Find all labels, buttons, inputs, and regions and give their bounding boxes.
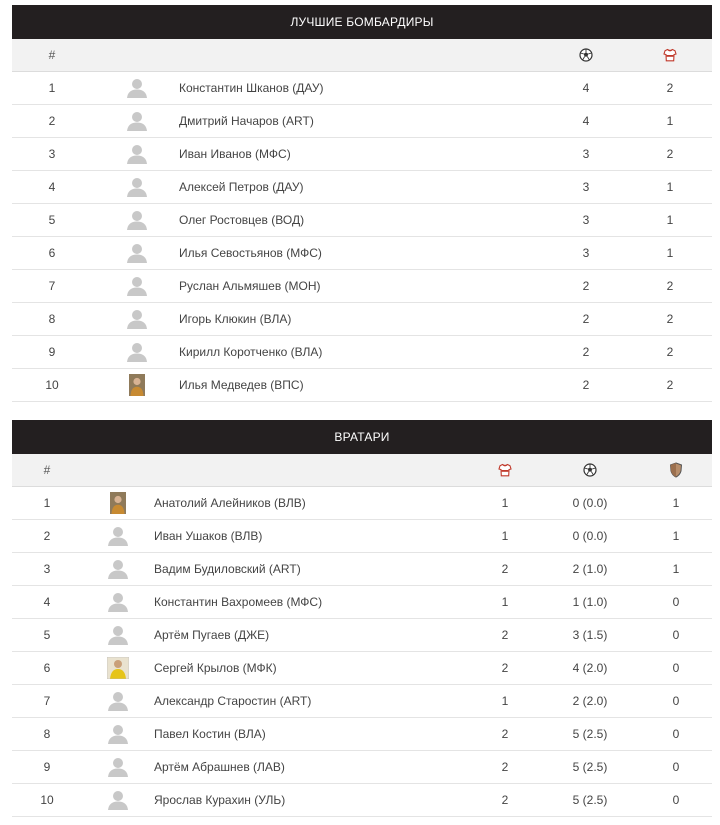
top-scorers-body — [12, 72, 712, 402]
rank-cell: 1 — [48, 81, 56, 95]
conceded-cell: 0 (0.0) — [572, 496, 608, 510]
rank-cell: 2 — [48, 114, 56, 128]
goalkeeper-row — [12, 685, 712, 718]
clean-sheets-cell: 1 — [672, 496, 680, 510]
goalkeeper-row — [12, 553, 712, 586]
player-name: Иван Ушаков (ВЛВ) — [154, 529, 263, 543]
rank-cell: 4 — [43, 595, 51, 609]
player-avatar — [107, 751, 129, 783]
games-cell: 2 — [666, 345, 674, 359]
rank-cell: 6 — [43, 661, 51, 675]
games-cell: 2 — [666, 279, 674, 293]
player-avatar — [107, 520, 129, 552]
rank-cell: 10 — [40, 793, 54, 807]
goals-cell: 3 — [582, 213, 590, 227]
goals-cell: 4 — [582, 114, 590, 128]
player-avatar — [126, 105, 148, 137]
goalkeepers-table — [12, 420, 712, 817]
player-name: Константин Вахромеев (МФС) — [154, 595, 323, 609]
player-avatar — [107, 586, 129, 618]
goals-cell: 3 — [582, 180, 590, 194]
conceded-cell: 1 (1.0) — [572, 595, 608, 609]
games-cell: 1 — [501, 694, 509, 708]
conceded-cell: 5 (2.5) — [572, 760, 608, 774]
rank-cell: 3 — [48, 147, 56, 161]
player-name: Илья Севостьянов (МФС) — [179, 246, 322, 260]
player-avatar — [107, 685, 129, 717]
goalkeepers-title: ВРАТАРИ — [12, 420, 712, 454]
rank-cell: 5 — [43, 628, 51, 642]
conceded-cell: 4 (2.0) — [572, 661, 608, 675]
player-name: Александр Старостин (ART) — [154, 694, 312, 708]
games-cell: 2 — [666, 378, 674, 392]
goals-cell: 3 — [582, 246, 590, 260]
player-avatar — [126, 72, 148, 104]
conceded-cell: 2 (2.0) — [572, 694, 608, 708]
player-name: Константин Шканов (ДАУ) — [179, 81, 324, 95]
player-avatar — [126, 138, 148, 170]
rank-cell: 6 — [48, 246, 56, 260]
shield-icon — [664, 454, 688, 486]
player-name: Дмитрий Начаров (ART) — [179, 114, 314, 128]
player-avatar — [107, 718, 129, 750]
player-name: Илья Медведев (ВПС) — [179, 378, 304, 392]
clean-sheets-cell: 0 — [672, 760, 680, 774]
rank-column-header: # — [43, 463, 51, 477]
player-name: Артём Абрашнев (ЛАВ) — [154, 760, 285, 774]
rank-cell: 9 — [43, 760, 51, 774]
clean-sheets-cell: 1 — [672, 562, 680, 576]
rank-cell: 1 — [43, 496, 51, 510]
football-ball-icon — [578, 454, 602, 486]
clean-sheets-cell: 1 — [672, 529, 680, 543]
goals-cell: 4 — [582, 81, 590, 95]
goalkeeper-row — [12, 718, 712, 751]
clean-sheets-cell: 0 — [672, 595, 680, 609]
clean-sheets-cell: 0 — [672, 661, 680, 675]
games-cell: 2 — [501, 793, 509, 807]
player-avatar — [126, 237, 148, 269]
goalkeeper-row — [12, 586, 712, 619]
clean-sheets-cell: 0 — [672, 727, 680, 741]
rank-cell: 2 — [43, 529, 51, 543]
top-scorers-header — [12, 39, 712, 72]
clean-sheets-cell: 0 — [672, 694, 680, 708]
player-name: Кирилл Коротченко (ВЛА) — [179, 345, 323, 359]
scorer-row — [12, 369, 712, 402]
goals-cell: 2 — [582, 345, 590, 359]
conceded-cell: 2 (1.0) — [572, 562, 608, 576]
top-scorers-title: ЛУЧШИЕ БОМБАРДИРЫ — [12, 5, 712, 39]
clean-sheets-cell: 0 — [672, 793, 680, 807]
player-name: Алексей Петров (ДАУ) — [179, 180, 304, 194]
rank-cell: 9 — [48, 345, 56, 359]
player-avatar — [126, 171, 148, 203]
games-cell: 1 — [666, 213, 674, 227]
player-name: Вадим Будиловский (ART) — [154, 562, 301, 576]
scorer-row — [12, 72, 712, 105]
conceded-cell: 5 (2.5) — [572, 793, 608, 807]
player-avatar — [107, 619, 129, 651]
rank-column-header: # — [48, 48, 56, 62]
player-name: Анатолий Алейников (ВЛВ) — [154, 496, 306, 510]
player-name: Артём Пугаев (ДЖЕ) — [154, 628, 270, 642]
rank-cell: 8 — [43, 727, 51, 741]
rank-cell: 7 — [48, 279, 56, 293]
scorer-row — [12, 303, 712, 336]
games-cell: 2 — [501, 760, 509, 774]
rank-cell: 4 — [48, 180, 56, 194]
rank-cell: 7 — [43, 694, 51, 708]
games-cell: 2 — [666, 147, 674, 161]
player-name: Олег Ростовцев (ВОД) — [179, 213, 305, 227]
games-cell: 2 — [666, 81, 674, 95]
goalkeeper-row — [12, 784, 712, 817]
goals-cell: 2 — [582, 312, 590, 326]
player-name: Сергей Крылов (МФК) — [154, 661, 277, 675]
games-cell: 1 — [501, 496, 509, 510]
scorer-row — [12, 336, 712, 369]
jersey-icon — [658, 39, 682, 71]
player-name: Иван Иванов (МФС) — [179, 147, 291, 161]
games-cell: 2 — [501, 661, 509, 675]
rank-cell: 3 — [43, 562, 51, 576]
top-scorers-table — [12, 5, 712, 402]
goals-cell: 3 — [582, 147, 590, 161]
games-cell: 1 — [666, 180, 674, 194]
jersey-icon — [493, 454, 517, 486]
goalkeepers-header — [12, 454, 712, 487]
goals-cell: 2 — [582, 279, 590, 293]
scorer-row — [12, 138, 712, 171]
games-cell: 1 — [666, 246, 674, 260]
goalkeeper-row — [12, 520, 712, 553]
rank-cell: 8 — [48, 312, 56, 326]
goalkeepers-body — [12, 487, 712, 817]
player-avatar — [126, 303, 148, 335]
player-name: Ярослав Курахин (УЛЬ) — [154, 793, 286, 807]
football-ball-icon — [574, 39, 598, 71]
player-name: Игорь Клюкин (ВЛА) — [179, 312, 292, 326]
scorer-row — [12, 270, 712, 303]
player-avatar — [107, 487, 129, 519]
player-avatar — [107, 553, 129, 585]
goalkeeper-row — [12, 487, 712, 520]
goals-cell: 2 — [582, 378, 590, 392]
goalkeeper-row — [12, 751, 712, 784]
scorer-row — [12, 237, 712, 270]
conceded-cell: 0 (0.0) — [572, 529, 608, 543]
games-cell: 2 — [666, 312, 674, 326]
games-cell: 2 — [501, 628, 509, 642]
player-avatar — [107, 784, 129, 816]
goalkeeper-row — [12, 652, 712, 685]
games-cell: 1 — [666, 114, 674, 128]
conceded-cell: 5 (2.5) — [572, 727, 608, 741]
scorer-row — [12, 105, 712, 138]
rank-cell: 10 — [45, 378, 59, 392]
player-name: Павел Костин (ВЛА) — [154, 727, 266, 741]
games-cell: 1 — [501, 595, 509, 609]
scorer-row — [12, 204, 712, 237]
scorer-row — [12, 171, 712, 204]
player-avatar — [126, 369, 148, 401]
player-avatar — [126, 270, 148, 302]
goalkeeper-row — [12, 619, 712, 652]
player-name: Руслан Альмяшев (МОН) — [179, 279, 321, 293]
conceded-cell: 3 (1.5) — [572, 628, 608, 642]
rank-cell: 5 — [48, 213, 56, 227]
games-cell: 2 — [501, 562, 509, 576]
player-avatar — [126, 204, 148, 236]
player-avatar — [126, 336, 148, 368]
games-cell: 1 — [501, 529, 509, 543]
player-avatar — [107, 652, 129, 684]
clean-sheets-cell: 0 — [672, 628, 680, 642]
games-cell: 2 — [501, 727, 509, 741]
